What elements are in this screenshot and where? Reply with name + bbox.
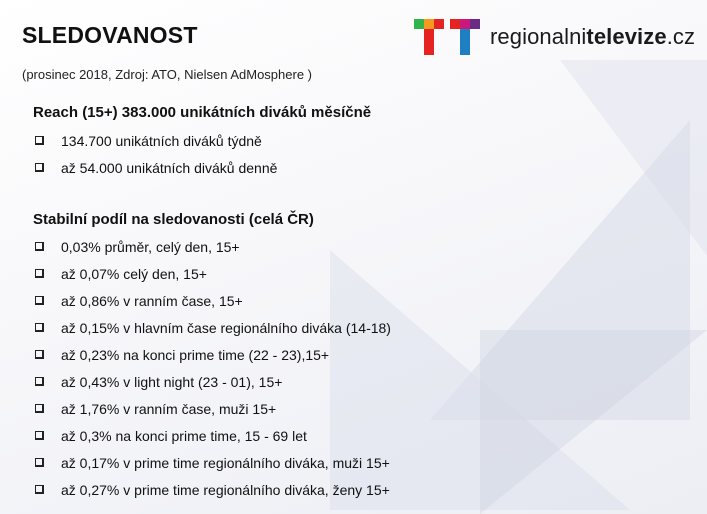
checkbox-bullet-icon (35, 350, 44, 359)
logo-tt-icon (414, 19, 482, 55)
list-item: až 0,27% v prime time regionálního diváka, ženy 15+ (35, 476, 391, 503)
checkbox-bullet-icon (35, 377, 44, 386)
list-item: 134.700 unikátních diváků týdně (35, 127, 277, 154)
reach-heading: Reach (15+) 383.000 unikátních diváků měsíčně (33, 104, 372, 121)
list-item: až 0,07% celý den, 15+ (35, 260, 391, 287)
list-item: až 0,3% na konci prime time, 15 - 69 let (35, 422, 391, 449)
list-item: až 1,76% v ranním čase, muži 15+ (35, 395, 391, 422)
list-item: až 0,43% v light night (23 - 01), 15+ (35, 368, 391, 395)
list-item: až 0,15% v hlavním čase regionálního diváka (14-18) (35, 314, 391, 341)
reach-list (35, 127, 277, 181)
checkbox-bullet-icon (35, 431, 44, 440)
checkbox-bullet-icon (35, 485, 44, 494)
share-list (35, 233, 391, 503)
background-facet (560, 60, 707, 260)
list-item: až 0,17% v prime time regionálního diváka, muži 15+ (35, 449, 391, 476)
checkbox-bullet-icon (35, 242, 44, 251)
list-item: až 54.000 unikátních diváků denně (35, 154, 277, 181)
share-heading: Stabilní podíl na sledovanosti (celá ČR) (33, 211, 314, 228)
list-item: 0,03% průměr, celý den, 15+ (35, 233, 391, 260)
checkbox-bullet-icon (35, 136, 44, 145)
list-item: až 0,23% na konci prime time (22 - 23),15+ (35, 341, 391, 368)
slide-subtitle: (prosinec 2018, Zdroj: ATO, Nielsen AdMosphere ) (22, 67, 312, 82)
checkbox-bullet-icon (35, 323, 44, 332)
checkbox-bullet-icon (35, 404, 44, 413)
regionalni-televize-logo (414, 19, 695, 55)
checkbox-bullet-icon (35, 296, 44, 305)
checkbox-bullet-icon (35, 458, 44, 467)
list-item: až 0,86% v ranním čase, 15+ (35, 287, 391, 314)
checkbox-bullet-icon (35, 269, 44, 278)
logo-wordmark: regionalnitelevize.cz (490, 24, 696, 49)
slide-title: SLEDOVANOST (22, 22, 198, 48)
checkbox-bullet-icon (35, 163, 44, 172)
background-facet (480, 330, 707, 514)
